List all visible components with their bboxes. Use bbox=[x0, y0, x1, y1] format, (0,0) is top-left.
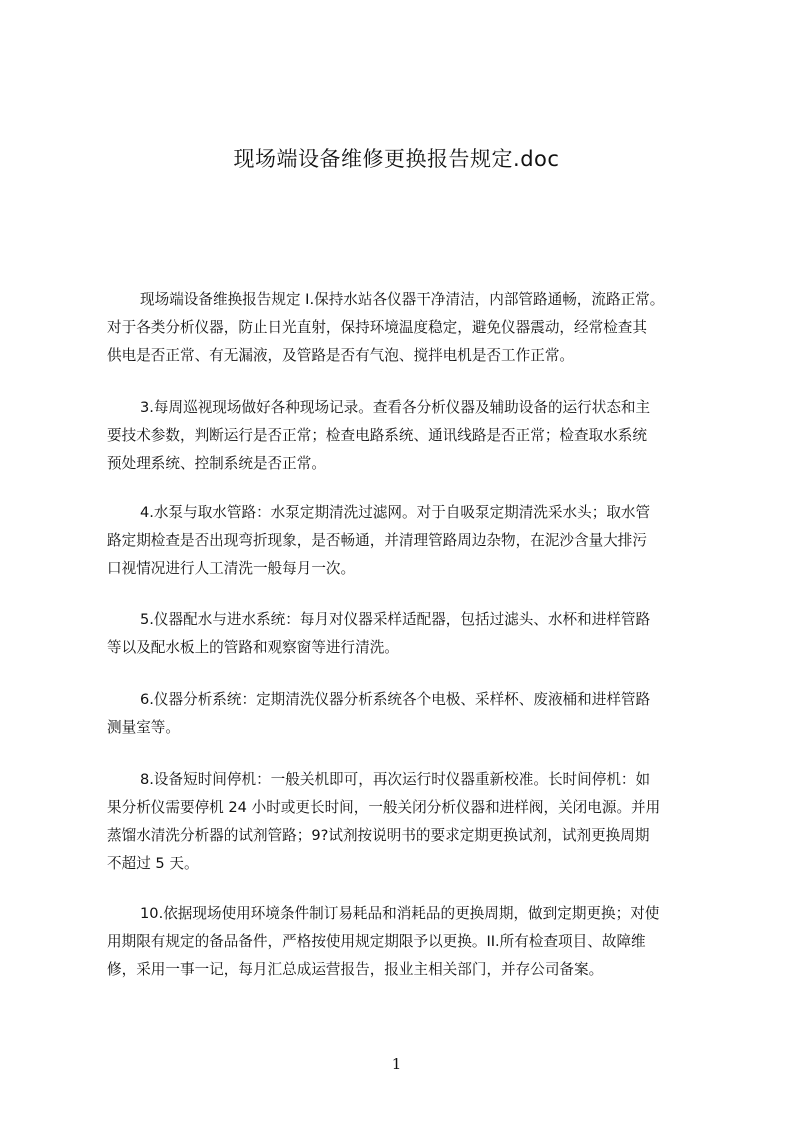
paragraph-line: 口视情况进行人工清洗一般每月一次。 bbox=[107, 560, 356, 577]
paragraph-line: 现场端设备维换报告规定 I.保持水站各仪器干净清洁，内部管路通畅，流路正常。 bbox=[140, 291, 665, 308]
paragraph-4 bbox=[107, 606, 700, 662]
paragraph-1 bbox=[107, 286, 700, 370]
paragraph-3 bbox=[107, 499, 700, 583]
paragraph-line: 不超过 5 天。 bbox=[107, 855, 199, 872]
paragraph-line: 等以及配水板上的管路和观察窗等进行清洗。 bbox=[107, 639, 399, 656]
paragraph-line: 6.仪器分析系统：定期清洗仪器分析系统各个电极、采样杯、废液桶和进样管路 bbox=[140, 691, 651, 708]
paragraph-2 bbox=[107, 394, 700, 478]
page-number: 1 bbox=[391, 1055, 402, 1073]
paragraph-line: 用期限有规定的备品备件，严格按使用规定期限予以更换。II.所有检查项目、故障维 bbox=[107, 933, 646, 950]
paragraph-line: 4.水泵与取水管路：水泵定期清洗过滤网。对于自吸泵定期清洗采水头；取水管 bbox=[140, 504, 651, 521]
paragraph-line: 3.每周巡视现场做好各种现场记录。查看各分析仪器及辅助设备的运行状态和主 bbox=[140, 399, 651, 416]
paragraph-line: 5.仪器配水与进水系统：每月对仪器采样适配器，包括过滤头、水杯和进样管路 bbox=[140, 611, 651, 628]
paragraph-7 bbox=[107, 900, 700, 984]
paragraph-6 bbox=[107, 766, 700, 878]
paragraph-line: 供电是否正常、有无漏液，及管路是否有气泡、搅拌电机是否工作正常。 bbox=[107, 347, 575, 364]
paragraph-line: 测量室等。 bbox=[107, 719, 180, 736]
paragraph-line: 8.设备短时间停机：一般关机即可，再次运行时仪器重新校准。长时间停机：如 bbox=[140, 771, 651, 788]
paragraph-line: 果分析仪需要停机 24 小时或更长时间，一般关闭分析仪器和进样阀，关闭电源。并用 bbox=[107, 799, 661, 816]
paragraph-5 bbox=[107, 686, 700, 742]
paragraph-line: 预处理系统、控制系统是否正常。 bbox=[107, 455, 326, 472]
paragraph-line: 蒸馏水清洗分析器的试剂管路；9?试剂按说明书的要求定期更换试剂，试剂更换周期 bbox=[107, 827, 650, 844]
paragraph-line: 修，采用一事一记，每月汇总成运营报告，报业主相关部门，并存公司备案。 bbox=[107, 961, 604, 978]
paragraph-line: 对于各类分析仪器，防止日光直射，保持环境温度稳定，避免仪器震动，经常检查其 bbox=[107, 319, 647, 336]
paragraph-line: 要技术参数，判断运行是否正常；检查电路系统、通讯线路是否正常；检查取水系统 bbox=[107, 427, 647, 444]
paragraph-line: 路定期检查是否出现弯折现象，是否畅通，并清理管路周边杂物，在泥沙含量大排污 bbox=[107, 532, 647, 549]
paragraph-line: 10.依据现场使用环境条件制订易耗品和消耗品的更换周期，做到定期更换；对使 bbox=[140, 905, 660, 922]
document-title: 现场端设备维修更换报告规定.doc bbox=[233, 147, 560, 171]
